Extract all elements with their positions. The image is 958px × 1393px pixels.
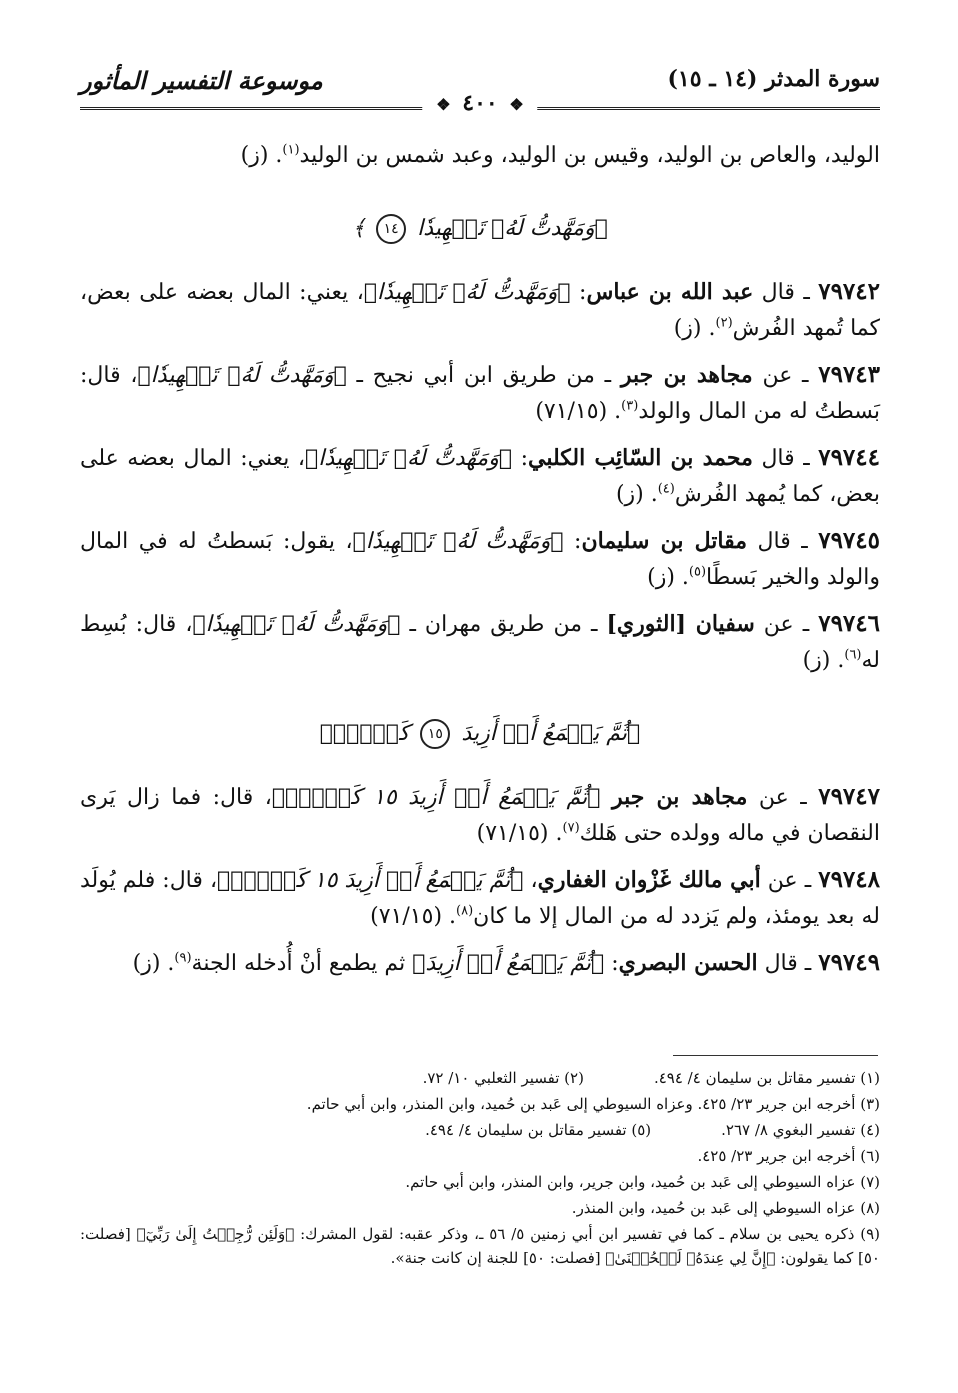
footnote: (٥) تفسير مقاتل بن سليمان ٤/ ٤٩٤.	[425, 1121, 652, 1139]
entry-text: ، قال: بَسطتُ له من المال والولد	[80, 363, 880, 424]
entry-lead: ـ قال	[752, 446, 810, 471]
narration-entry	[80, 945, 880, 982]
footnote-separator	[673, 1055, 878, 1056]
footnote-ref: (٦)	[844, 647, 862, 663]
footnote: (٣) أخرجه ابن جرير ٢٣/ ٤٢٥. وعزاه السيوطي إلى عَبد بن حُميد، وابن المنذر، وابن أبي حاتم.	[306, 1095, 880, 1113]
source-marker: . (ز)	[132, 951, 175, 976]
entry-text: ، يعني: المال بعضه على بعض، كما تُمهد الفُرش	[80, 280, 880, 341]
footnote: (٧) عزاه السيوطي إلى عَبد بن حُميد، وابن جرير، وابن المنذر، وابن أبي حاتم.	[405, 1173, 880, 1191]
source-marker: . (ز)	[802, 648, 845, 673]
entry-lead: ـ عن	[754, 612, 810, 637]
ayah-text: ﴿وَمَهَّدتُّ لَهُۥ تَمۡهِيدٗا	[417, 216, 608, 241]
quran-quote: ﴿ثُمَّ يَطۡمَعُ أَنۡ أَزِيدَ ١٥ كَلَّآۖ﴾	[217, 868, 524, 893]
narrator-name: أبي مالك غَزْوان الغفاري	[537, 867, 761, 893]
entry-text: ، قال: بُسِط له	[80, 612, 880, 673]
intro-text: الوليد، والعاص بن الوليد، وقيس بن الوليد، وعبد شمس بن الوليد	[299, 143, 880, 168]
entry-number: ٧٩٧٤٧	[818, 783, 880, 810]
footnote-ref: (٤)	[657, 481, 675, 497]
entry-number: ٧٩٧٤٩	[818, 949, 880, 976]
entry-text: ثم يطمع أنْ أُدخله الجنة	[191, 951, 413, 976]
narrator-name: سفيان [الثوري]	[606, 611, 755, 637]
entry-number: ٧٩٧٤٤	[818, 444, 880, 471]
entry-lead: ـ عن	[760, 868, 812, 893]
ayah-text: ﴿ثُمَّ يَطۡمَعُ أَنۡ أَزِيدَ	[461, 721, 641, 746]
footnote-ref: (١)	[282, 142, 300, 158]
entry-mid: :	[563, 529, 582, 554]
footnote: (٤) تفسير البغوي ٨/ ٢٦٧.	[721, 1121, 880, 1139]
entry-text: ، يعني: المال بعضه على بعض، كما يُمهد الفُرش	[80, 446, 880, 507]
book-title: موسوعة التفسير المأثور	[80, 66, 323, 95]
entry-mid: :	[604, 951, 619, 976]
footnote-row	[80, 1118, 880, 1142]
narration-entry	[80, 779, 880, 852]
source-marker: . (ز)	[673, 316, 716, 341]
footnote: (١) تفسير مقاتل بن سليمان ٤/ ٤٩٤.	[653, 1069, 880, 1087]
footnote-ref: (٨)	[456, 903, 474, 919]
footnote-ref: (٧)	[562, 820, 580, 836]
narrator-name: مجاهد بن جبر	[612, 784, 748, 810]
entry-mid: ،	[523, 868, 538, 893]
verse-range: (١٤ ـ ١٥)	[667, 66, 758, 92]
entry-mid: :	[570, 280, 587, 305]
quran-quote: ﴿وَمَهَّدتُّ لَهُۥ تَمۡهِيدٗا﴾	[192, 612, 401, 637]
footnote: (٨) عزاه السيوطي إلى عَبد بن حُميد، وابن المنذر.	[571, 1199, 880, 1217]
quran-quote: ﴿وَمَهَّدتُّ لَهُۥ تَمۡهِيدٗا﴾	[352, 529, 564, 554]
entry-lead: ـ قال	[747, 529, 808, 554]
entry-mid: :	[512, 446, 528, 471]
footnote-row	[80, 1066, 880, 1090]
source-marker: . (٧١/١٥)	[370, 904, 457, 929]
ornament-icon: ❖	[509, 95, 524, 114]
ayah-close: ﴾	[352, 216, 366, 241]
entry-mid: ـ من طريق ابن أبي نجيح ـ	[346, 363, 621, 388]
quran-quote: ﴿وَمَهَّدتُّ لَهُۥ تَمۡهِيدٗا﴾	[363, 280, 571, 305]
entry-text: ، قال: فما زال يَرى النقصان في ماله وولده حتى هَلك	[80, 785, 880, 846]
page-header	[80, 62, 880, 132]
narration-entry	[80, 357, 880, 430]
entry-text: ، يقول: بَسطتُ له في المال والولد والخير بَسطًا	[80, 529, 880, 590]
footnote-ref: (٢)	[715, 315, 733, 331]
narrator-name: مجاهد بن جبر	[620, 362, 753, 388]
source-marker: . (٧١/١٥)	[535, 399, 622, 424]
narration-entry	[80, 862, 880, 935]
quran-quote: ﴿وَمَهَّدتُّ لَهُۥ تَمۡهِيدٗا﴾	[137, 363, 347, 388]
entry-number: ٧٩٧٤٣	[818, 361, 881, 388]
source-marker: . (ز)	[647, 565, 689, 590]
intro-paragraph	[80, 138, 880, 174]
quran-quote: ﴿ثُمَّ يَطۡمَعُ أَنۡ أَزِيدَ﴾	[412, 951, 605, 976]
ayah-number-badge: ١٥	[420, 719, 450, 749]
source-marker: . (٧١/١٥)	[476, 821, 563, 846]
footnote: (٦) أخرجه ابن جرير ٢٣/ ٤٢٥.	[697, 1147, 880, 1165]
page-number-box	[422, 90, 537, 116]
entry-number: ٧٩٧٤٦	[818, 610, 880, 637]
entry-number: ٧٩٧٤٢	[818, 278, 880, 305]
footnote: (٢) تفسير الثعلبي ١٠/ ٧٢.	[422, 1069, 584, 1087]
ayah-close: كَلَّآۖ﴾	[319, 721, 410, 746]
entry-lead: ـ عن	[747, 785, 807, 810]
quran-quote: ﴿ثُمَّ يَطۡمَعُ أَنۡ أَزِيدَ ١٥ كَلَّآۖ﴾	[271, 785, 601, 810]
main-text	[80, 138, 880, 992]
footnote: (٩) ذكره يحيى بن سلام ـ كما في تفسير ابن أبي زمنين ٥/ ٥٦ ـ، وذكر عقبه: لقول المشرك: ﴿وَلَئِن رُّجِعۡتُ إِلَىٰ رَبِّيٓ﴾ [فصلت: ٥٠] كما يقولون: ﴿إِنَّ لِي عِندَهُۥ لَلۡحُسۡنَىٰ﴾ [فصلت: ٥٠] للجنة إن كانت جنة».	[80, 1225, 881, 1267]
footnotes	[80, 1066, 880, 1272]
footnote-ref: (٥)	[688, 564, 707, 580]
entry-text: ، قال: فلم يُولَد له بعد يومئذ، ولم يَزدد له من المال إلا ما كان	[80, 868, 880, 929]
surah-title: سورة المدثر	[765, 66, 880, 92]
entry-mid	[601, 785, 613, 810]
entry-number: ٧٩٧٤٥	[818, 527, 880, 554]
narration-entry	[80, 440, 880, 513]
ayah-heading	[80, 214, 880, 244]
source-marker: . (ز)	[240, 143, 283, 168]
page-number: ٤٠٠	[462, 90, 498, 116]
entry-lead: ـ قال	[757, 951, 812, 976]
narrator-name: محمد بن السّائِب الكلبي	[528, 445, 753, 471]
footnote-ref: (٣)	[621, 398, 639, 414]
narrator-name: عبد الله بن عباس	[586, 279, 754, 305]
ayah-heading	[80, 719, 880, 749]
entry-lead: ـ عن	[752, 363, 809, 388]
narration-entry	[80, 523, 880, 596]
ayah-number-badge: ١٤	[376, 214, 406, 244]
source-marker: . (ز)	[615, 482, 658, 507]
running-head-right	[667, 66, 880, 92]
entry-lead: ـ قال	[753, 280, 810, 305]
entry-number: ٧٩٧٤٨	[818, 866, 880, 893]
quran-quote: ﴿وَمَهَّدتُّ لَهُۥ تَمۡهِيدٗا﴾	[305, 446, 513, 471]
narration-entry	[80, 274, 880, 347]
footnote-ref: (٩)	[174, 950, 192, 966]
narrator-name: مقاتل بن سليمان	[581, 528, 748, 554]
entry-mid: ـ من طريق مهران ـ	[400, 612, 607, 637]
narrator-name: الحسن البصري	[618, 950, 758, 976]
ornament-icon: ❖	[436, 95, 451, 114]
narration-entry	[80, 606, 880, 679]
